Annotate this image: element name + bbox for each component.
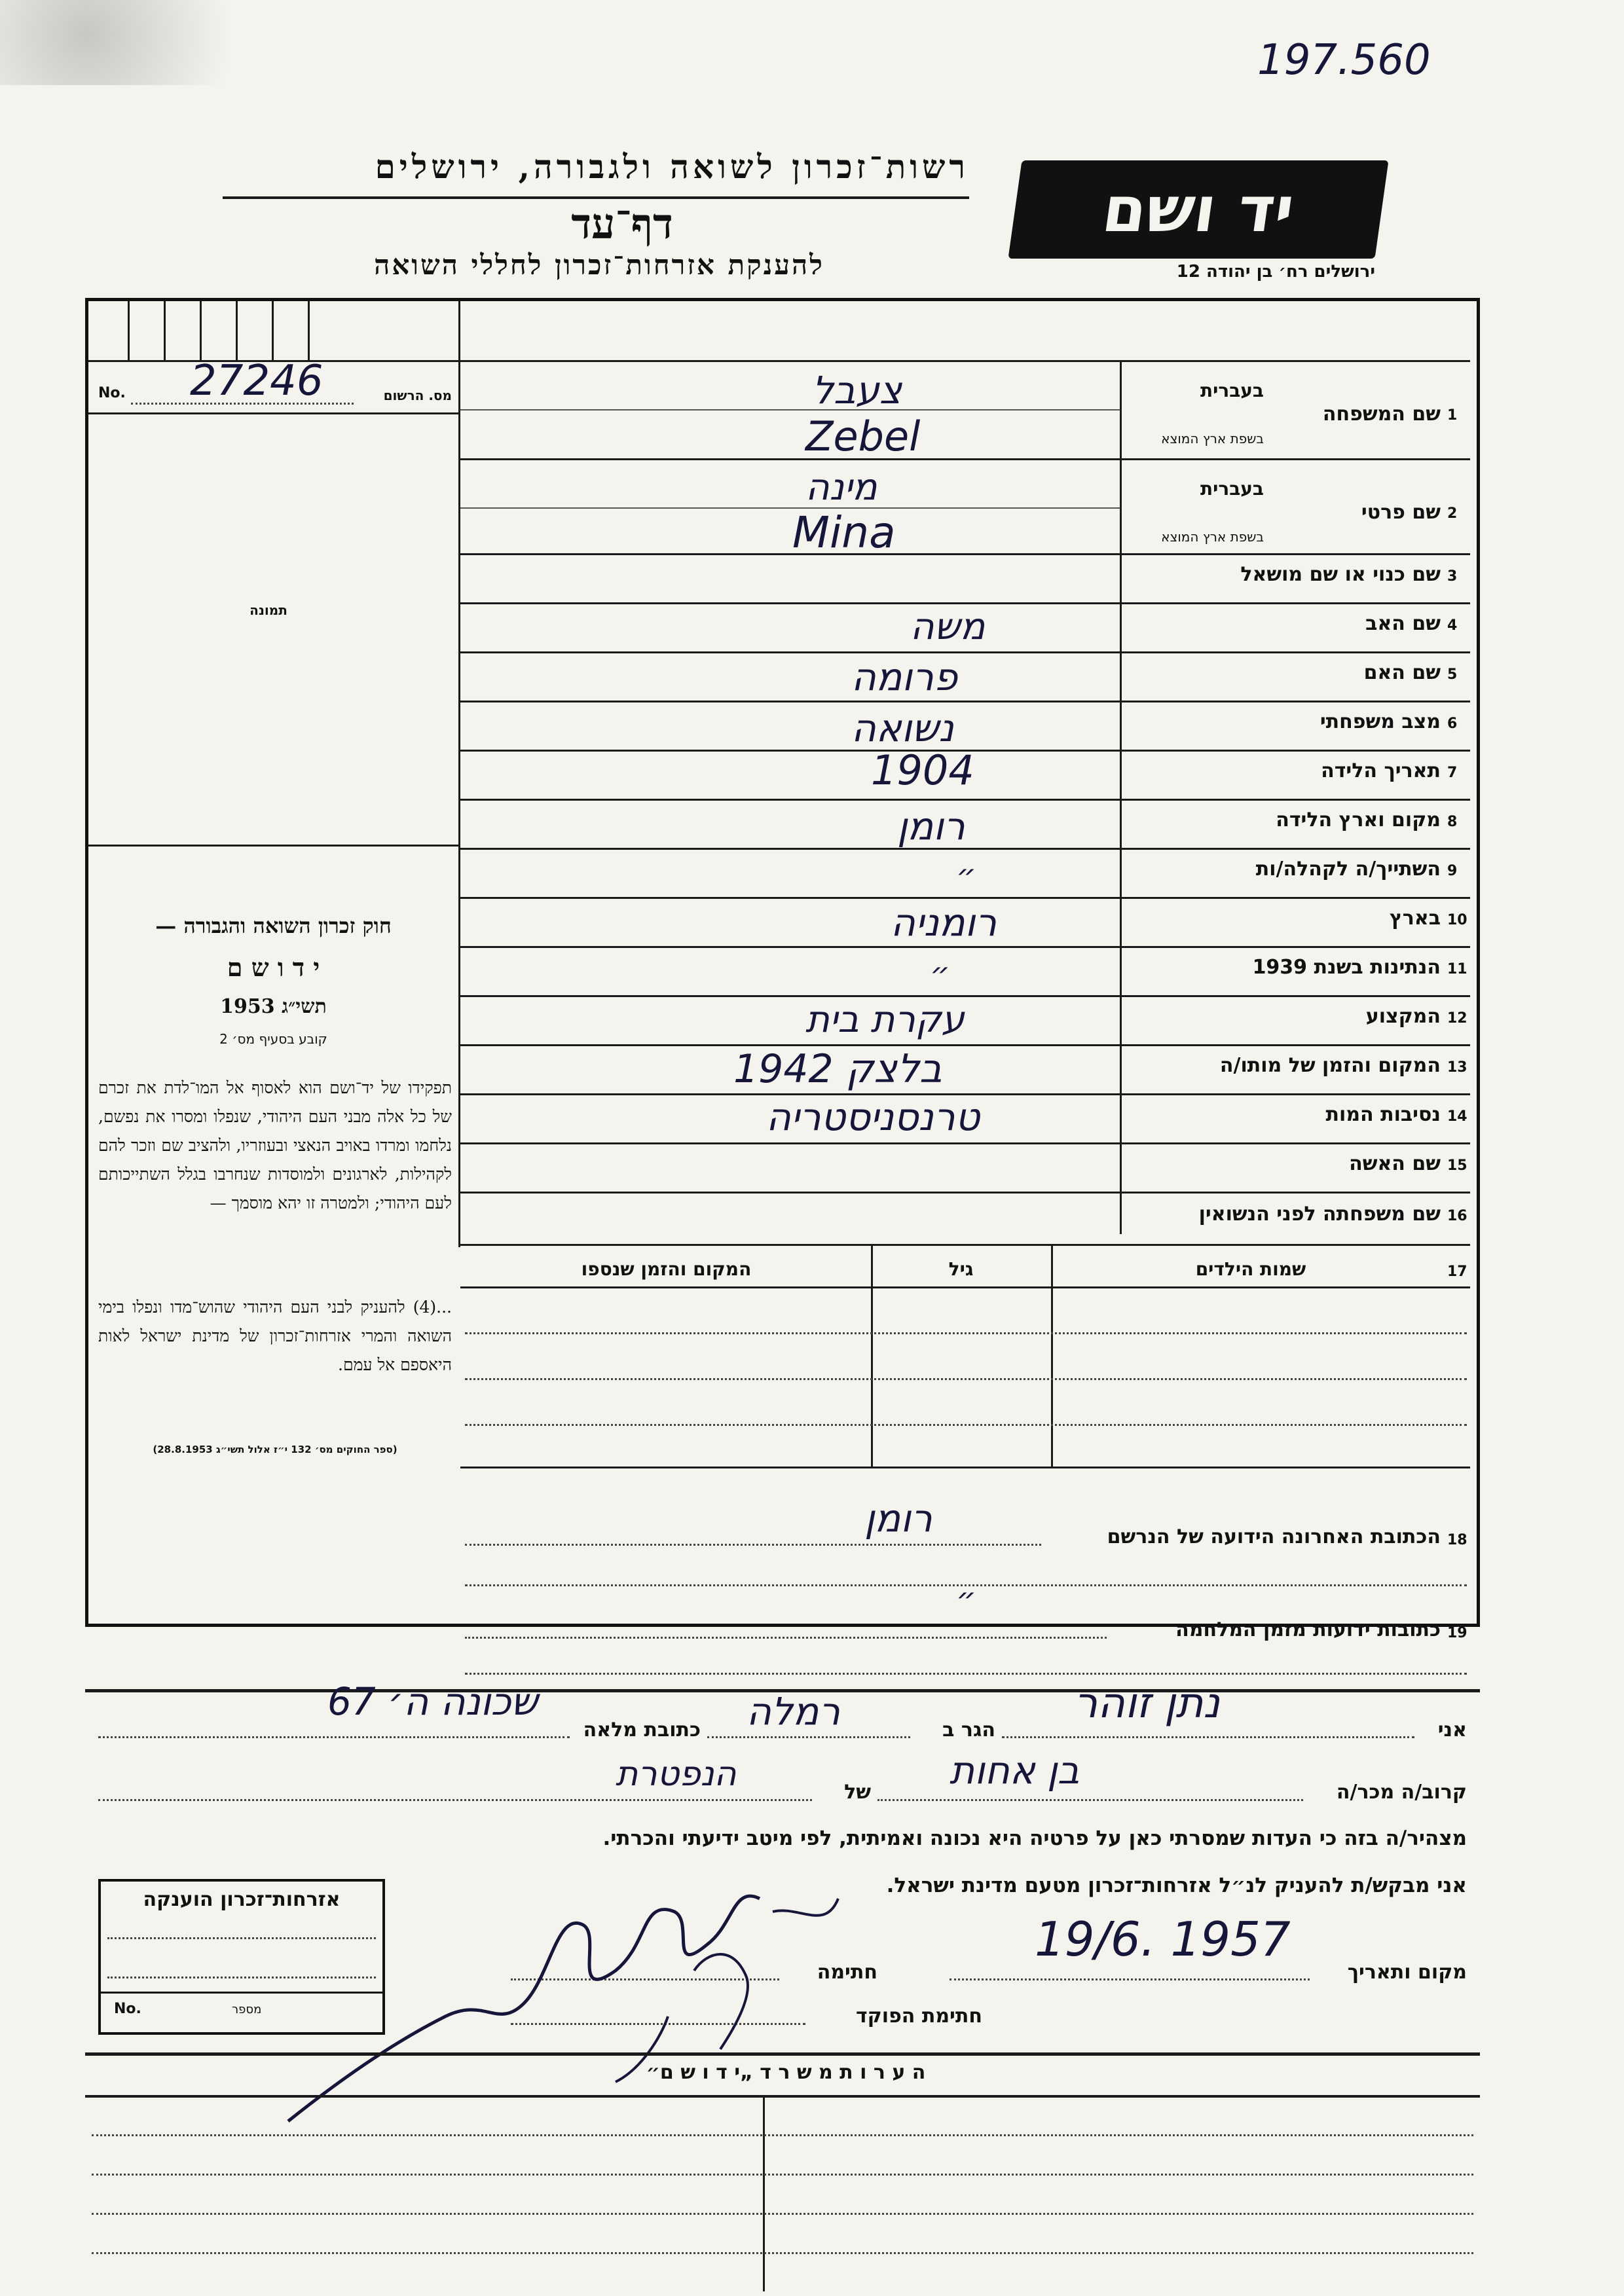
field-14-value: טרנסניסטריה xyxy=(766,1095,980,1139)
photo-label: תמונה xyxy=(249,602,287,618)
field-2-value-hebrew: מינה xyxy=(805,466,877,509)
field-4-number: 4 xyxy=(1447,617,1458,634)
field-16-label: שם משפחתה לפני הנשואין xyxy=(1198,1203,1441,1226)
field-19-value: ״ xyxy=(956,1581,976,1618)
field-14-label: נסיבות המות xyxy=(1325,1103,1441,1126)
law-citation: (ספר החוקים מס׳ 132 י״ז אלול תשי״ג 28.8.1953) xyxy=(153,1444,397,1455)
field-13-label: המקום והזמן של מותו/ה xyxy=(1219,1054,1441,1077)
field-18-number: 18 xyxy=(1447,1532,1467,1548)
field-1-value-native: Zebel xyxy=(805,412,921,460)
field-9-number: 9 xyxy=(1447,863,1458,879)
field-12-label: המקצוע xyxy=(1365,1005,1441,1028)
field-1-sub-native: בשפת ארץ המוצא xyxy=(1161,431,1264,446)
field-2-sub-native: בשפת ארץ המוצא xyxy=(1161,529,1264,545)
field-15-label: שם האשה xyxy=(1349,1152,1441,1175)
field-8-value: רומן xyxy=(897,804,965,848)
full-address-label: כתובת מלאה xyxy=(583,1719,701,1741)
field-11-number: 11 xyxy=(1447,961,1467,977)
field-17-number: 17 xyxy=(1447,1264,1467,1280)
relative-label: קרוב/ה מכר/ה xyxy=(1336,1781,1467,1804)
declarant-signature xyxy=(275,1872,864,2147)
field-6-label: מצב משפחתי xyxy=(1320,710,1441,733)
field-9-label: השתייך/ה לקהלה/ות xyxy=(1255,858,1441,881)
law-paragraph: תפקידו של יד־ושם הוא לאסוף אל המו־לדת את זכרם של כל אלה מבני העם היהודי, שנפלו ומסרו את נפשם, נלחמו ומרדו באויב הנאצי ובעוזריו, ולהציב שם וזכר להם לקהילות, לארגונים ולמוסדות שנחרבו בגלל השתייכותם לעם היהודי; ולמטרה זו יהא מוסמך — xyxy=(98,1078,452,1212)
of-label: של xyxy=(844,1781,871,1804)
full-address-value: שכונה ה׳ 67 xyxy=(327,1679,538,1724)
official-signature-label: חתימת הפוקד xyxy=(856,2005,982,2028)
law-section: קובע בסעיף מס׳ 2 xyxy=(219,1031,327,1047)
yad-vashem-logo xyxy=(1008,160,1388,259)
field-10-label: בארץ xyxy=(1389,907,1441,930)
field-1-label: שם המשפחה xyxy=(1322,403,1441,426)
field-1-value-hebrew: צעבל xyxy=(812,368,902,412)
field-14-number: 14 xyxy=(1447,1108,1467,1125)
field-12-value: עקרת בית xyxy=(805,998,965,1041)
children-age-header: גיל xyxy=(948,1258,974,1280)
relative-value: בן אחות xyxy=(950,1748,1080,1793)
citizenship-no-label: No. xyxy=(114,2001,141,2017)
authority-title: רשות־זכרון לשואה ולגבורה, ירושלים xyxy=(375,147,969,186)
law-year: תשי״ג 1953 xyxy=(220,995,327,1018)
law-name: י ד ו ש ם xyxy=(227,953,320,982)
field-8-label: מקום וארץ הלידה xyxy=(1276,809,1441,831)
logo-address: ירושלים רח׳ בן יהודה 12 xyxy=(1176,262,1375,282)
registration-label: מס. הרשום xyxy=(383,388,452,403)
field-2-label: שם פרטי xyxy=(1361,501,1441,524)
place-date-label: מקום ותאריך xyxy=(1347,1961,1467,1984)
field-16-number: 16 xyxy=(1447,1208,1467,1224)
field-15-number: 15 xyxy=(1447,1157,1467,1174)
field-8-number: 8 xyxy=(1447,814,1458,830)
field-5-label: שם האם xyxy=(1363,661,1441,684)
field-12-number: 12 xyxy=(1447,1010,1467,1027)
of-value: הנפטרת xyxy=(616,1755,737,1794)
field-9-value: ״ xyxy=(956,858,976,894)
field-3-number: 3 xyxy=(1447,568,1458,585)
field-18-label: הכתובת האחרונה הידועה של הנרשם xyxy=(1107,1525,1441,1548)
field-4-value: משה xyxy=(910,606,986,648)
declarant-value: נתן זוהר xyxy=(1074,1679,1220,1728)
field-7-number: 7 xyxy=(1447,765,1458,781)
citizenship-number-label: מספר xyxy=(232,2003,262,2016)
registration-number: 27246 xyxy=(190,357,323,405)
field-2-value-native: Mina xyxy=(792,507,896,558)
field-18-value: רומן xyxy=(864,1496,932,1540)
field-19-number: 19 xyxy=(1447,1625,1467,1641)
field-3-label: שם כנוי או שם מושאל xyxy=(1240,563,1441,586)
field-19-label: כתובות ידועות מזמן המלחמה xyxy=(1175,1618,1441,1641)
declarant-label: אני xyxy=(1437,1719,1467,1741)
field-7-value: 1904 xyxy=(871,746,974,794)
place-date-value: 19/6. 1957 xyxy=(1035,1912,1291,1967)
field-10-number: 10 xyxy=(1447,912,1467,928)
logo-text: יד ושם xyxy=(1098,173,1299,246)
field-6-value: נשואה xyxy=(851,706,954,750)
form-title: דף־עד xyxy=(571,200,673,249)
children-names-header: שמות הילדים xyxy=(1195,1258,1306,1280)
field-4-label: שם האב xyxy=(1365,612,1441,635)
field-1-number: 1 xyxy=(1447,407,1458,424)
field-2-sub-hebrew: בעברית xyxy=(1200,478,1264,500)
field-10-value: רומניה xyxy=(891,900,997,945)
signature-label: חתימה xyxy=(817,1961,877,1984)
field-5-value: פרומה xyxy=(851,655,958,699)
children-place-header: המקום והזמן שנספו xyxy=(581,1258,752,1280)
scan-noise xyxy=(0,0,288,85)
field-6-number: 6 xyxy=(1447,716,1458,732)
field-5-number: 5 xyxy=(1447,666,1458,683)
law-clause: ...(4) להעניק לבני העם היהודי שהוש־מדו ונפלו בימי השואה והמרי אזרחות־זכרון של מדינת ישראל לאות היאספם אל עמם. xyxy=(98,1298,452,1374)
archive-number: 197.560 xyxy=(1257,36,1431,84)
field-1-sub-hebrew: בעברית xyxy=(1200,380,1264,401)
resident-value: רמלה xyxy=(747,1689,840,1734)
law-title: חוק זכרון השואה והגבורה — xyxy=(155,913,392,938)
citizenship-box-title: אזרחות־זכרון הוענקה xyxy=(143,1888,341,1911)
resident-label: הגר ב xyxy=(942,1719,995,1741)
field-2-number: 2 xyxy=(1447,505,1458,522)
field-13-number: 13 xyxy=(1447,1059,1467,1076)
remarks-title: ה ע ר ו ת מ ש ר ד „י ד ו ש ם״ xyxy=(646,2061,926,2084)
field-11-label: הנתינות בשנת 1939 xyxy=(1252,956,1441,979)
form-subtitle: להענקת אזרחות־זכרון לחללי השואה xyxy=(374,249,824,281)
declaration-request: אני מבקש/ת להעניק לנ״ל אזרחות־זכרון מטעם מדינת ישראל. xyxy=(886,1874,1467,1897)
field-7-label: תאריך הלידה xyxy=(1321,759,1441,782)
no-label: No. xyxy=(98,385,126,401)
field-13-value: בלצק 1942 xyxy=(733,1046,942,1092)
field-11-value: ״ xyxy=(930,956,950,993)
declaration-statement: מצהיר/ה בזה כי העדות שמסרתי כאן על פרטיה היא נכונה ואמיתית, לפי מיטב ידיעתי והכרתי. xyxy=(602,1827,1467,1850)
